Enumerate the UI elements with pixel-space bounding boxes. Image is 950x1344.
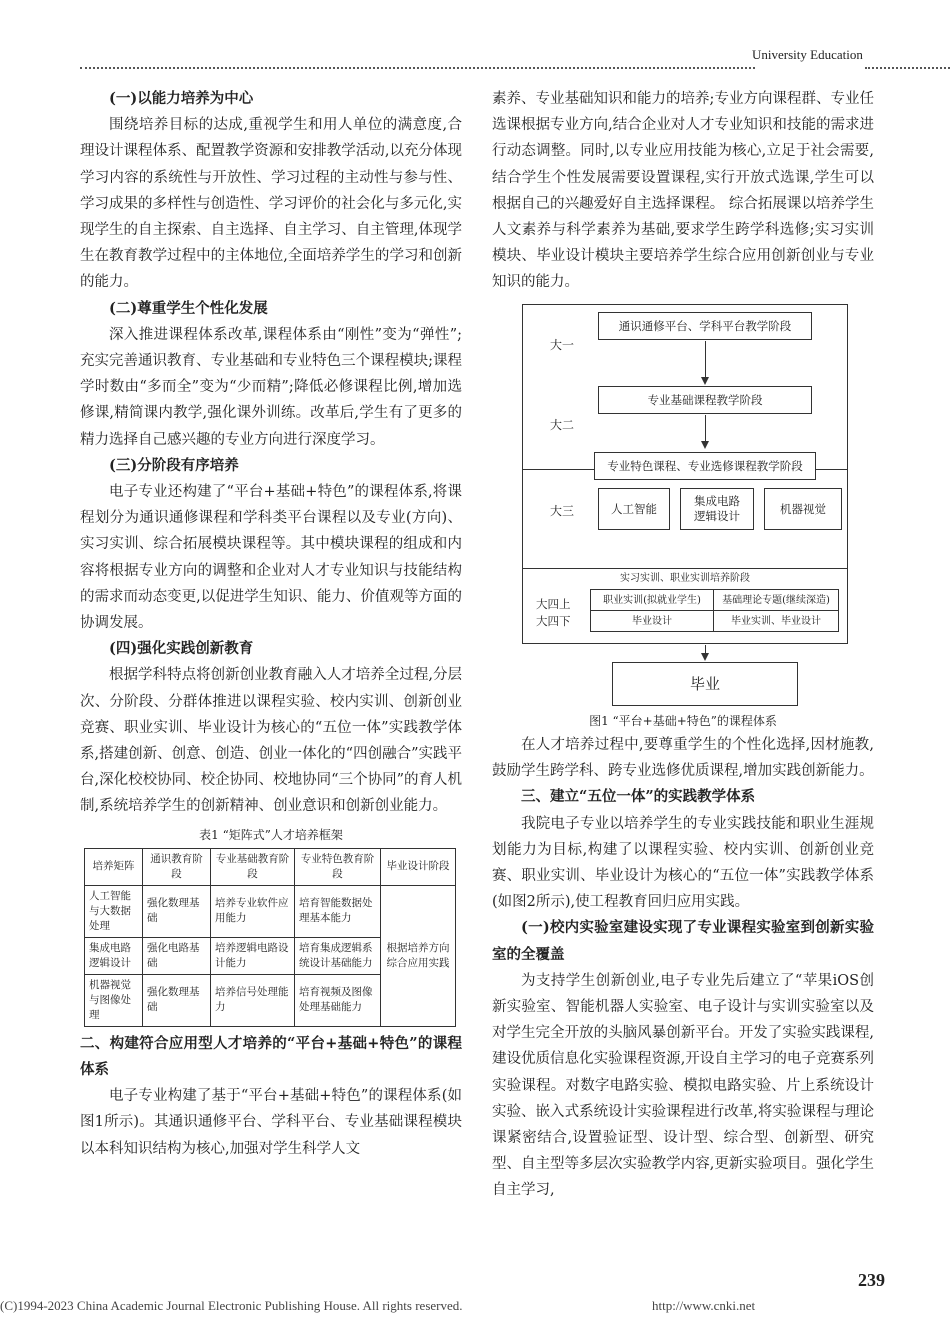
table-cell: 集成电路逻辑设计 — [85, 937, 143, 974]
path-box: 毕业设计 — [590, 610, 714, 632]
table-header-cell: 通识教育阶段 — [143, 848, 211, 885]
table-cell: 培养专业软件应用能力 — [211, 885, 295, 937]
course-system-figure — [522, 304, 848, 712]
footer-copyright: (C)1994-2023 China Academic Journal Electronic Publishing House. All rights reserved. — [0, 1298, 463, 1313]
stage-box: 专业特色课程、专业选修课程教学阶段 — [594, 452, 816, 480]
table-cell: 培养信号处理能力 — [211, 974, 295, 1026]
table-cell: 强化数理基础 — [143, 974, 211, 1026]
stage-title: 实习实训、职业实训培养阶段 — [620, 573, 750, 584]
journal-header: University Education — [752, 47, 863, 62]
stage-box: 通识通修平台、学科平台教学阶段 — [598, 312, 812, 340]
paragraph: 在人才培养过程中,要尊重学生的个性化选择,因材施教,鼓励学生跨学科、跨专业选修优质课程,增加实践创新能力。 — [492, 737, 874, 780]
left-column — [80, 86, 462, 1162]
table-cell: 人工智能与大数据处理 — [85, 885, 143, 937]
right-column-bottom — [492, 712, 874, 1204]
matrix-table — [84, 848, 456, 1027]
paragraph: 素养、专业基础知识和能力的培养;专业方向课程群、专业任选课根据专业方向,结合企业对人才专业知识和技能的需求进行动态调整。同时,以专业应用技能为核心,立足于社会需要,结合学生个性发展需要设置课程,实行开放式选课,学生可以根据自己的兴趣爱好自主选择课程。 综合拓展课以培养学生人文素养与科学素养为基础,要求学生跨学科选修;实习实训模块、毕业设计模块主要培养学生综合应用创新创业与专业知识的能力。 — [492, 91, 874, 291]
path-box: 职业实训(拟就业学生) — [590, 589, 714, 611]
paragraph: 根据学科特点将创新创业教育融入人才培养全过程,分层次、分阶段、分群体推进以课程实验、校内实训、创新创业竞赛、职业实训、毕业设计为核心的“五位一体”实践教学体系,搭建创新、创意、创造、创业一体化的“四创融合”实践平台,深化校校协同、校企协同、校地协同“三个协同”的育人机制,系统培养学生的创新精神、创业意识和创新创业能力。 — [80, 667, 462, 815]
paragraph: 电子专业还构建了“平台+基础+特色”的课程体系,将课程划分为通识通修课程和学科类平台课程以及专业(方向)、实习实训、综合拓展模块课程等。其中模块课程的组成和内容将根据专业方向的调整和企业对人才专业知识与技能结构的需求而动态变更,以促进学生知识、能力、价值观等方面的协调发展。 — [80, 484, 462, 632]
table-header-cell: 专业特色教育阶段 — [295, 848, 381, 885]
footer-url[interactable]: http://www.cnki.net — [652, 1298, 756, 1313]
direction-label: 逻辑设计 — [694, 509, 740, 523]
section-heading: (三)分阶段有序培养 — [109, 456, 239, 474]
stage-box: 专业基础课程教学阶段 — [598, 386, 812, 414]
paragraph: 深入推进课程体系改革,课程体系由“刚性”变为“弹性”;充实完善通识教育、专业基础和专业特色三个课程模块;课程学时数由“多而全”变为“少而精”;降低必修课程比例,增加选修课,精简课内教学,强化课外训练。改革后,学生有了更多的精力选择自己感兴趣的专业方向进行深度学习。 — [80, 326, 462, 448]
table-header-cell: 专业基础教育阶段 — [211, 848, 295, 885]
table-row — [85, 885, 456, 937]
table-cell: 强化电路基础 — [143, 937, 211, 974]
table-cell: 强化数理基础 — [143, 885, 211, 937]
table-cell: 培育智能数据处理基本能力 — [295, 885, 381, 937]
flow-arrow — [705, 645, 706, 659]
year-label: 大一 — [550, 338, 575, 352]
year-label: 大四上 — [536, 597, 571, 611]
section-heading: 三、建立“五位一体”的实践教学体系 — [521, 788, 756, 806]
direction-box: 人工智能 — [598, 488, 670, 530]
section-heading: (一)以能力培养为中心 — [109, 90, 254, 107]
graduation-box: 毕业 — [612, 662, 798, 706]
year-label: 大二 — [550, 418, 575, 432]
paragraph: 为支持学生创新创业,电子专业先后建立了“苹果iOS创新实验室、智能机器人实验室、电子设计与实训实验室以及对学生完全开放的头脑风暴创新平台。开发了实验实践课程,建设优质信息化实验课程资源,开设自主学习的电子竞赛系列实验课程。对数字电路实验、模拟电路实验、片上系统设计实验、嵌入式系统设计实验课程进行改革,将实验课程与理论课紧密结合,设置验证型、设计型、综合型、创新型、研究型、自主型等多层次实验教学内容,更新实验项目。强化学生自主学习, — [492, 972, 874, 1199]
table-header-row — [85, 848, 456, 885]
table-header-cell: 培养矩阵 — [85, 848, 143, 885]
section-heading: 二、构建符合应用型人才培养的“平台+基础+特色”的课程体系 — [80, 1034, 462, 1078]
section-heading: (二)尊重学生个性化发展 — [109, 299, 268, 317]
table-merged-cell: 根据培养方向综合应用实践 — [381, 885, 456, 1026]
flow-arrow — [705, 341, 706, 383]
direction-box: 机器视觉 — [764, 488, 842, 530]
paragraph: 电子专业构建了基于“平台+基础+特色”的课程体系(如图1所示)。其通识通修平台、学科平台、专业基础课程模块以本科知识结构为核心,加强对学生科学人文 — [80, 1088, 462, 1157]
table-cell: 培养逻辑电路设计能力 — [211, 937, 295, 974]
year-label: 大三 — [550, 504, 575, 518]
direction-box — [680, 488, 754, 530]
figure-caption: 图1 “平台+基础+特色”的课程体系 — [589, 714, 777, 728]
table-header-cell: 毕业设计阶段 — [381, 848, 456, 885]
header-divider-right — [865, 67, 950, 69]
page-number: 239 — [858, 1270, 885, 1290]
table-caption: 表1 “矩阵式”人才培养框架 — [199, 827, 343, 842]
section-heading: (四)强化实践创新教育 — [109, 640, 254, 658]
year-label: 大四下 — [536, 614, 571, 628]
section-heading: (一)校内实验室建设实现了专业课程实验室到创新实验室的全覆盖 — [492, 919, 874, 963]
paragraph: 围绕培养目标的达成,重视学生和用人单位的满意度,合理设计课程体系、配置教学资源和安排教学活动,以充分体现学习内容的系统性与开放性、学习过程的主动性与参与性、学习成果的多样性与创造性、学习评价的社会化与多元化,实现学生的自主探索、自主选择、自主学习、自主管理,体现学生在教育教学过程中的主体地位,全面培养学生的学习和创新的能力。 — [80, 117, 462, 291]
right-column-top — [492, 86, 874, 296]
path-box: 毕业实训、毕业设计 — [713, 610, 839, 632]
header-divider — [80, 67, 755, 69]
paragraph: 我院电子专业以培养学生的专业实践技能和职业生涯规划能力为目标,构建了以课程实验、校内实训、创新创业竞赛、职业实训、毕业设计为核心的“五位一体”实践教学体系(如图2所示),使工程教育回归应用实践。 — [492, 815, 874, 911]
path-box: 基础理论专题(继续深造) — [713, 589, 839, 611]
table-cell: 机器视觉与图像处理 — [85, 974, 143, 1026]
table-cell: 培育视频及图像处理基础能力 — [295, 974, 381, 1026]
flow-arrow — [705, 415, 706, 447]
table-cell: 培育集成逻辑系统设计基础能力 — [295, 937, 381, 974]
direction-label: 集成电路 — [694, 494, 740, 508]
